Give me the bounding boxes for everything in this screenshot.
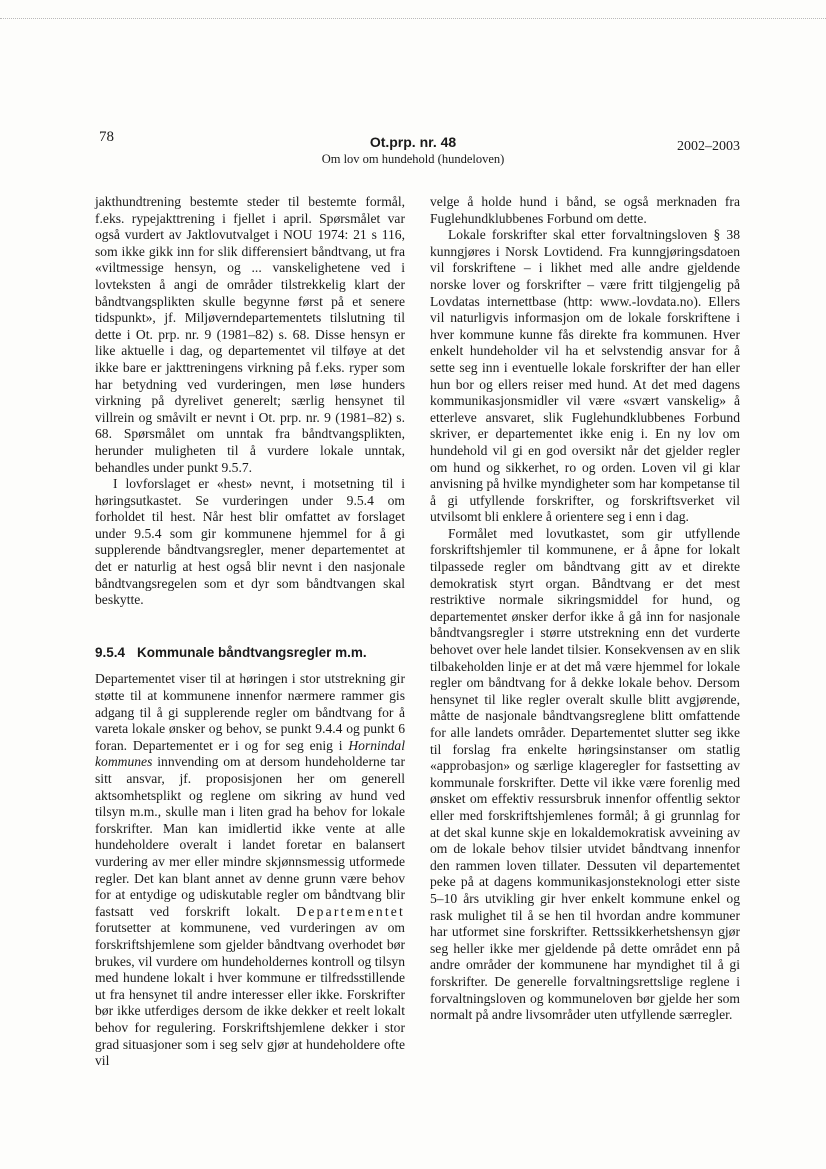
left-paragraph-1: jakthundtrening bestemte steder til bestemte formål, f.eks. rypejakttrening i fjellet i april. Spørsmålet var også vurdert av Jaktlovutvalget i NOU 1974: 21 s 116, som ikke gikk inn for slik differensiert båndtvang, ut fra «viltmessige hensyn, og ... vanskelighetene ved i lovteksten å angi de områder tilstrekkelig klart der båndtvangsplikten skulle begynne først på et senere tidspunkt», jf. Miljøverndepartementets tilslutning til dette i Ot. prp. nr. 9 (1981–82) s. 68. Disse hensyn er like aktuelle i dag, og departementet vil tilføye at det ikke bare er jakttreningens virkning på f.eks. ryper som har betydning ved vurderingen, men løse hunders virkning på dyrelivet generelt; særlig hensynet til villrein og småvilt er nevnt i Ot. prp. nr. 9 (1981–82) s. 68. Spørsmålet om unntak fra båndtvangsplikten, herunder muligheten til å vurdere lokale unntak, behandles under punkt 9.5.7.	[95, 194, 405, 475]
document-subtitle: Om lov om hundehold (hundeloven)	[321, 152, 505, 166]
left-column	[95, 194, 405, 1070]
left-paragraph-3-spaced: Departementet	[296, 903, 405, 919]
right-paragraph-2: Lokale forskrifter skal etter forvaltningsloven § 38 kunngjøres i Norsk Lovtidend. Fra kunngjøringsdatoen vil forskriftene – i likhet med alle andre gjeldende norske lover og forskrifter – være fritt tilgjengelig på Lovdatas internettbase (http: www.-lovdata.no). Ellers vil naturligvis informasjon om de lokale forskriftene i hver kommune kunne fås direkte fra kommunen. Hver enkelt hundeholder vil ha et selvstendig ansvar for å sette seg inn i eventuelle lokale forskrifter der han eller hun bor og ellers reiser med hund. At det med dagens kommunikasjonsmidler vil være «svært vanskelig» å etterleve ansvaret, slik Fuglehundklubbenes Forbund skriver, er departementet ikke enig i. En ny lov om hundehold vil gi en god oversikt når det gjelder regler om hund og sikkerhet, ro og orden. Loven vil gi klar anvisning på hvilke myndigheter som har kompetanse til å gi utfyllende forskrifter, og forskriftsverket vil utvilsomt bli enklere å orientere seg i enn i dag.	[430, 227, 740, 525]
left-paragraph-3	[95, 671, 405, 1069]
scan-edge	[0, 0, 826, 19]
section-number: 9.5.4	[95, 644, 126, 660]
section-title: Kommunale båndtvangsregler m.m.	[137, 644, 367, 660]
right-paragraph-1: velge å holde hund i bånd, se også merknaden fra Fuglehundklubbenes Forbund om dette.	[430, 194, 740, 226]
right-paragraph-3: Formålet med lovutkastet, som gir utfyllende forskriftshjemler til kommunene, er å åpne for lokalt tilpassede regler om båndtvang gitt av et direkte demokratisk styrt organ. Båndtvang er det mest restriktive normale sikringsmiddel for hund, og departementet ønsker derfor ikke å gå inn for nasjonale båndtvangsregler i større utstrekning enn det vurderte behovet over hele landet tilsier. Konsekvensen av en slik tilbakeholden linje er at det må være hjemmel for lokale regler om båndtvang for å dekke lokale behov. Dersom hensynet til like regler overalt skulle blitt avgjørende, måtte de nasjonale båndtvangsreglene blitt omfattende for alle landets områder. Departementet slutter seg ikke til forslag fra enkelte høringsinstanser om statlig «approbasjon» og særlige klageregler for fastsetting av kommunale forskrifter. Dette vil ikke være forenlig med ønsket om effektiv ressursbruk innenfor offentlig sektor eller med forskriftshjemlenes formål; å gi grunnlag for at det skal kunne skje en lokaldemokratisk avveining av om de lokale behov tilsier utvidet båndtvang innenfor den rammen loven tillater. Dessuten vil departementet peke på at dagens kommunikasjonsteknologi etter siste 5–10 års utvikling gir hver enkelt kommune enkel og rask mulighet til å se hen til hvordan andre kommuner har utformet sine forskrifter. Rettssikkerhetshensyn gjør seg heller ikke mer gjeldende på dette området enn på andre områder der kommunene har myndighet til å gi forskrifter. De generelle forvaltningsrettslige reglene i forvaltningsloven og kommuneloven bør gjelde her som normalt på andre livsområder uten utfyllende særregler.	[430, 525, 740, 1023]
right-column	[430, 194, 740, 1024]
section-heading	[95, 645, 405, 662]
left-paragraph-3-emphasis: Hornindal kommunes	[95, 737, 405, 770]
left-paragraph-3-part-a: Departementet viser til at høringen i stor utstrekning gir støtte til at kommunene innenfor nærmere rammer gis adgang til å gi supplerende regler om båndtvang for å vareta lokale ønsker og behov, se punkt 9.4.4 og punkt 6 foran. Departementet er i og for seg enig i	[95, 671, 405, 753]
session-year: 2002–2003	[677, 139, 740, 154]
page-number: 78	[99, 129, 114, 145]
left-paragraph-3-part-c: forutsetter at kommunene, ved vurderingen av om forskriftshjemlene som gjelder båndtvang overhodet bør brukes, vil vurdere om hundeholdernes kontroll og tilsyn med hundene lokalt i hver kommune er tilfredsstillende ut fra hensynet til andre interesser eller ikke. Forskrifter bør ikke utferdiges dersom de ikke dekker et reelt lokalt behov for regulering. Forskriftshjemlene dekker i stor grad situasjoner som i seg selv gjør at hundeholdere ofte vil	[95, 920, 405, 1069]
document-title: Ot.prp. nr. 48	[369, 134, 457, 150]
left-paragraph-3-part-b: innvending om at dersom hundeholderne tar sitt ansvar, jf. proposisjonen her om generell aktsomhetsplikt og reglene om sikring av hund ved tilsyn m.m., skulle man i liten grad ha behov for lokale forskrifter. Man kan imidlertid ikke vente at alle hundeholdere overalt i landet foretar en balansert vurdering av mer eller mindre skjønnsmessig utformede regler. Det kan blant annet av denne grunn være behov for at entydige og udiskutable regler om båndtvang blir fastsatt ved forskrift lokalt.	[95, 754, 405, 919]
left-paragraph-2: I lovforslaget er «hest» nevnt, i motsetning til i høringsutkastet. Se vurderingen under 9.5.4 om forholdet til hest. Når hest blir omfattet av forslaget under 9.5.4 som gir kommunene hjemmel for å gi supplerende båndtvangsregler, mener departementet at det er naturlig at hest også blir nevnt i den nasjonale båndtvangsregelen som et dyr som båndtvangen skal beskytte.	[95, 476, 405, 608]
